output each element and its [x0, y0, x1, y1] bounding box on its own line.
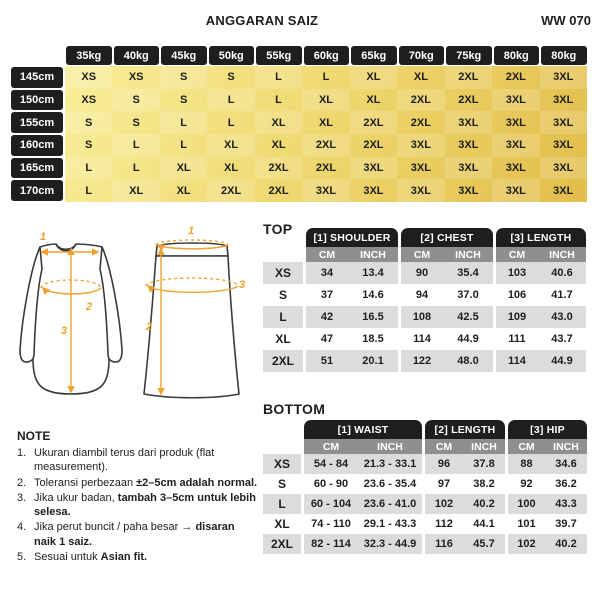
- measure-cell: 90: [401, 262, 443, 284]
- unit-header-inch: INCH: [463, 439, 505, 454]
- height-header: 145cm: [11, 67, 63, 88]
- height-header: 160cm: [11, 135, 63, 156]
- size-cell: 2XL: [350, 111, 397, 134]
- measure-cell: 54 - 84: [304, 454, 358, 474]
- size-cell: 3XL: [363, 184, 384, 197]
- size-cell: S: [112, 89, 159, 112]
- measure-cell: 74 - 110: [311, 518, 351, 530]
- hip-group: [508, 420, 587, 554]
- chest-group: [401, 228, 493, 372]
- size-cell: L: [132, 161, 140, 174]
- measure-cell: 20.1: [348, 350, 398, 372]
- measure-cell: 34: [306, 262, 348, 284]
- group-header: [2] CHEST: [401, 228, 493, 247]
- top-marker-chest: 2: [86, 301, 93, 313]
- measure-cell: 14.6: [362, 289, 384, 301]
- bottom-garment-drawing: [144, 243, 239, 398]
- measure-cell: 44.9: [457, 333, 479, 345]
- measure-cell: 102: [508, 534, 545, 554]
- measure-cell: 39.7: [555, 518, 577, 530]
- size-cell: XL: [207, 134, 254, 157]
- note-text-normal: Jika ukur badan,: [34, 491, 118, 504]
- weight-header: 45kg: [161, 46, 207, 65]
- garment-measurement-diagram: [10, 222, 250, 412]
- measure-cell: 43.7: [551, 333, 573, 345]
- measure-cell: 18.5: [362, 333, 384, 345]
- measure-cell: 92: [520, 478, 533, 490]
- size-cell: 2XL: [302, 134, 349, 157]
- size-cell: XL: [176, 184, 191, 197]
- size-cell: 2XL: [410, 116, 431, 129]
- size-cell: 3XL: [410, 161, 431, 174]
- size-label: L: [263, 306, 303, 328]
- size-cell: 3XL: [445, 111, 492, 134]
- measure-cell: 96: [425, 454, 463, 474]
- bottom-section-heading: BOTTOM: [263, 401, 326, 417]
- measure-cell: 21.3 - 33.1: [358, 454, 422, 474]
- size-cell: 3XL: [540, 111, 587, 134]
- size-cell: XL: [302, 89, 349, 112]
- note-text-bold: tambah 3–5cm untuk lebih selesa.: [34, 491, 256, 519]
- measure-cell: 45.7: [463, 534, 505, 554]
- height-header-column: [11, 66, 63, 202]
- measure-cell: 60 - 90: [313, 478, 349, 490]
- size-cell: L: [180, 139, 187, 152]
- size-cell: XL: [350, 66, 397, 89]
- size-cell: XS: [65, 66, 112, 89]
- size-cell: 3XL: [350, 157, 397, 180]
- size-cell: 3XL: [458, 139, 479, 152]
- size-cell: S: [65, 111, 112, 134]
- bottom-marker-waist: 1: [188, 225, 195, 237]
- size-cell: 3XL: [553, 184, 574, 197]
- measure-cell: 43.0: [538, 306, 586, 328]
- size-cell: 3XL: [492, 179, 539, 202]
- note-text-normal: Sesuai untuk: [34, 551, 101, 564]
- weight-height-size-grid: [11, 46, 588, 202]
- measure-cell: 48.0: [443, 350, 493, 372]
- note-text: [34, 491, 259, 520]
- note-text: [34, 476, 257, 490]
- measure-cell: 36.2: [555, 478, 577, 490]
- size-label: 2XL: [263, 534, 301, 554]
- size-cell: L: [227, 116, 235, 129]
- unit-header-inch: INCH: [358, 439, 422, 454]
- note-section: [17, 429, 259, 565]
- size-cell: 2XL: [255, 157, 302, 180]
- unit-header-cm: CM: [304, 439, 358, 454]
- measure-cell: 23.6 - 41.0: [358, 494, 422, 514]
- size-label: XS: [263, 262, 303, 284]
- size-cell: L: [207, 89, 254, 112]
- unit-header-inch: INCH: [348, 247, 398, 262]
- unit-header-inch: INCH: [538, 247, 586, 262]
- size-cell: XL: [224, 161, 239, 174]
- top-marker-length: 3: [61, 325, 68, 337]
- measure-cell: 101: [517, 518, 536, 530]
- size-cell: XS: [81, 93, 97, 106]
- measure-cell: 37: [320, 289, 334, 301]
- size-cell: 3XL: [553, 93, 574, 106]
- measure-cell: 40.2: [545, 534, 587, 554]
- weight-header: 35kg: [66, 46, 112, 65]
- length-group: [496, 228, 586, 372]
- size-cell: XL: [318, 116, 334, 129]
- bottom-size-column: [263, 420, 301, 554]
- note-number: 5.: [17, 551, 27, 564]
- size-cell: 3XL: [540, 157, 587, 180]
- measure-cell: 114: [496, 350, 538, 372]
- note-item: [17, 476, 259, 490]
- top-measurements-table: [263, 228, 586, 372]
- measure-cell: 44.1: [473, 518, 495, 530]
- weight-header: 75kg: [446, 46, 492, 65]
- note-text: [34, 446, 259, 475]
- measure-cell: 47: [320, 333, 334, 345]
- size-cell: 3XL: [540, 66, 587, 89]
- unit-header-cm: CM: [496, 247, 538, 262]
- size-cell: 2XL: [207, 179, 254, 202]
- group-header: [1] WAIST: [304, 420, 422, 439]
- size-cell: 3XL: [505, 161, 526, 174]
- weight-header-row: [65, 46, 588, 65]
- note-item: [17, 491, 259, 520]
- height-header: 170cm: [11, 180, 63, 201]
- measure-cell: 116: [425, 534, 463, 554]
- measure-cell: 82 - 114: [304, 534, 358, 554]
- measure-cell: 122: [401, 350, 443, 372]
- page-title: ANGGARAN SAIZ: [205, 13, 319, 28]
- note-text-bold: disaran naik 1 saiz.: [34, 521, 235, 548]
- top-size-column: [263, 228, 303, 372]
- measure-cell: 40.2: [463, 494, 505, 514]
- size-cell: 2XL: [505, 71, 526, 84]
- measure-cell: 51: [306, 350, 348, 372]
- measure-cell: 29.1 - 43.3: [363, 518, 417, 530]
- size-label: 2XL: [263, 350, 303, 372]
- size-cell: XL: [112, 179, 159, 202]
- size-label: XS: [263, 454, 301, 474]
- bottom-measurements-table: [263, 420, 587, 554]
- size-cell: 2XL: [315, 161, 337, 174]
- weight-header: 65kg: [351, 46, 397, 65]
- weight-header: 70kg: [399, 46, 445, 65]
- note-item: [17, 446, 259, 475]
- weight-header: 55kg: [256, 46, 302, 65]
- size-label: XL: [274, 517, 290, 531]
- measure-cell: 32.3 - 44.9: [358, 534, 422, 554]
- note-item: [17, 550, 259, 564]
- measure-cell: 97: [437, 478, 451, 490]
- size-label: L: [263, 494, 301, 514]
- note-text-normal: Toleransi perbezaan: [34, 476, 137, 489]
- measure-cell: 38.2: [473, 478, 495, 490]
- note-number: 1.: [17, 447, 27, 459]
- size-cell: L: [112, 134, 159, 157]
- measure-cell: 103: [496, 262, 538, 284]
- size-cell: S: [227, 71, 235, 84]
- group-header: [3] HIP: [508, 420, 587, 439]
- measure-cell: 42.5: [443, 306, 493, 328]
- measure-cell: 112: [435, 518, 453, 530]
- height-header: 155cm: [11, 112, 63, 133]
- size-cell: L: [160, 111, 207, 134]
- measure-cell: 100: [508, 494, 545, 514]
- size-cell: 2XL: [445, 66, 492, 89]
- note-item: [17, 520, 259, 549]
- height-header: 150cm: [11, 90, 63, 111]
- size-cell: S: [132, 116, 140, 129]
- measure-cell: 111: [508, 333, 526, 345]
- note-text: [34, 520, 259, 549]
- bottom-marker-hip: 3: [239, 279, 246, 291]
- measure-cell: 109: [496, 306, 538, 328]
- size-cell: L: [322, 71, 330, 84]
- measure-cell: 88: [508, 454, 545, 474]
- measure-cell: 42: [306, 306, 348, 328]
- measure-cell: 16.5: [348, 306, 398, 328]
- size-label: S: [277, 477, 286, 491]
- note-text-bold: ±2–5cm adalah normal.: [136, 476, 258, 489]
- size-cell: XL: [366, 93, 381, 106]
- size-cell: XL: [271, 139, 286, 152]
- size-cell: L: [65, 157, 112, 180]
- unit-header-inch: INCH: [545, 439, 587, 454]
- measure-cell: 106: [507, 289, 527, 301]
- measure-cell: 41.7: [551, 289, 573, 301]
- size-cell: 3XL: [397, 179, 444, 202]
- group-header: [3] LENGTH: [496, 228, 586, 247]
- size-cell: XL: [413, 71, 428, 84]
- size-cell: 3XL: [397, 134, 444, 157]
- measure-cell: 34.6: [545, 454, 587, 474]
- size-label: XL: [275, 332, 291, 346]
- measure-cell: 35.4: [443, 262, 493, 284]
- note-number: 4.: [17, 521, 27, 534]
- measure-cell: 108: [401, 306, 443, 328]
- shoulder-group: [306, 228, 398, 372]
- size-cell: 2XL: [268, 184, 289, 197]
- size-cell: 2XL: [397, 89, 444, 112]
- measure-cell: 94: [415, 289, 429, 301]
- measure-cell: 13.4: [348, 262, 398, 284]
- size-cell: 3XL: [505, 116, 526, 129]
- weight-header: 60kg: [304, 46, 350, 65]
- unit-header-inch: INCH: [443, 247, 493, 262]
- size-cell: 2XL: [363, 139, 384, 152]
- size-cell: XL: [160, 157, 207, 180]
- measure-cell: 44.9: [538, 350, 586, 372]
- size-cell: L: [85, 184, 93, 197]
- size-matrix: [65, 66, 587, 202]
- length-group: [425, 420, 505, 554]
- measure-cell: 37.8: [463, 454, 505, 474]
- weight-header: 40kg: [114, 46, 160, 65]
- note-heading: NOTE: [17, 429, 51, 443]
- group-header: [2] LENGTH: [425, 420, 505, 439]
- unit-header-cm: CM: [401, 247, 443, 262]
- weight-header: 80kg: [494, 46, 540, 65]
- size-cell: 2XL: [458, 93, 479, 106]
- measure-cell: 23.6 - 35.4: [363, 478, 417, 490]
- product-code: WW 070: [541, 13, 591, 28]
- note-text: [34, 550, 147, 564]
- weight-header: 80kg: [541, 46, 587, 65]
- measure-cell: 102: [425, 494, 463, 514]
- size-label: S: [278, 288, 287, 302]
- group-header: [1] SHOULDER: [306, 228, 398, 247]
- waist-group: [304, 420, 422, 554]
- size-cell: 3XL: [458, 184, 479, 197]
- note-number: 3.: [17, 491, 27, 504]
- size-cell: 3XL: [492, 89, 539, 112]
- note-text-normal: Ukuran diambil terus dari produk (flat measurement).: [34, 447, 215, 474]
- size-cell: S: [160, 66, 207, 89]
- measure-cell: 114: [413, 333, 431, 345]
- note-number: 2.: [17, 476, 27, 489]
- measure-cell: 40.6: [538, 262, 586, 284]
- top-section-heading: TOP: [263, 221, 293, 237]
- note-text-normal: Jika perut buncit / paha besar →: [34, 521, 196, 534]
- height-header: 165cm: [11, 158, 63, 179]
- measure-cell: 43.3: [545, 494, 587, 514]
- measure-cell: 37.0: [457, 289, 479, 301]
- size-cell: S: [179, 93, 188, 106]
- unit-header-cm: CM: [306, 247, 348, 262]
- size-cell: S: [85, 139, 93, 152]
- size-cell: L: [275, 93, 282, 106]
- size-cell: 3XL: [445, 157, 492, 180]
- size-cell: XL: [255, 111, 302, 134]
- bottom-marker-length: 2: [146, 321, 153, 333]
- size-cell: 3XL: [553, 139, 574, 152]
- top-marker-shoulder: 1: [40, 231, 47, 243]
- measure-cell: 60 - 104: [304, 494, 358, 514]
- size-cell: XS: [128, 71, 144, 84]
- weight-header: 50kg: [209, 46, 255, 65]
- unit-header-cm: CM: [508, 439, 545, 454]
- note-text-bold: Asian fit.: [100, 551, 148, 564]
- size-cell: 3XL: [302, 179, 349, 202]
- unit-header-cm: CM: [425, 439, 463, 454]
- size-cell: L: [255, 66, 302, 89]
- size-cell: 3XL: [492, 134, 539, 157]
